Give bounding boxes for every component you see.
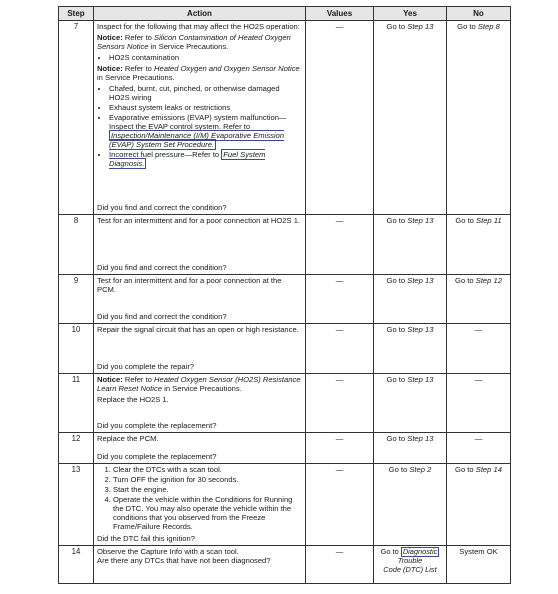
evap-procedure-link[interactable]: Inspection/Maintenance (I/M) Evaporative Emission (EVAP) System Set Procedure. <box>109 131 285 149</box>
values-cell: — <box>306 546 374 584</box>
notice-reference: Heated Oxygen Sensor (HO2S) Resistance Learn Reset Notice <box>97 375 301 393</box>
table-row-step-8 <box>59 215 511 275</box>
step-number: 13 <box>59 464 94 546</box>
list-item: • Incorrect fuel pressure—Refer to Fuel System Diagnosis. <box>109 150 302 168</box>
header-step: Step <box>59 7 94 21</box>
step-number: 8 <box>59 215 94 275</box>
action-question: Did the DTC fail this ignition? <box>97 534 195 543</box>
action-question: Did you complete the repair? <box>97 362 195 371</box>
values-cell: — <box>306 275 374 324</box>
action-question: Did you find and correct the condition? <box>97 263 227 272</box>
action-question: Did you complete the replacement? <box>97 452 217 461</box>
header-no: No <box>447 7 511 21</box>
step-number: 14 <box>59 546 94 584</box>
action-cell <box>94 324 306 374</box>
numbered-list <box>97 465 302 532</box>
no-cell[interactable]: Go to Step 12 <box>447 275 511 324</box>
step-number: 9 <box>59 275 94 324</box>
values-cell: — <box>306 374 374 433</box>
values-cell: — <box>306 433 374 464</box>
action-cell <box>94 433 306 464</box>
action-text: Test for an intermittent and for a poor connection at HO2S 1. <box>97 216 301 225</box>
table-row-step-11 <box>59 374 511 433</box>
yes-cell[interactable]: Go to Step 13 <box>374 433 447 464</box>
values-cell: — <box>306 324 374 374</box>
yes-cell[interactable]: Go to Step 13 <box>374 275 447 324</box>
table-row-step-14 <box>59 546 511 584</box>
bullet-list <box>97 84 302 168</box>
header-values: Values <box>306 7 374 21</box>
yes-cell[interactable]: Go to Step 13 <box>374 324 447 374</box>
values-cell: — <box>306 21 374 215</box>
values-cell: — <box>306 464 374 546</box>
action-cell <box>94 374 306 433</box>
step-number: 12 <box>59 433 94 464</box>
list-item: 1. Clear the DTCs with a scan tool. <box>113 465 302 474</box>
list-item: • Exhaust system leaks or restrictions <box>109 103 302 112</box>
action-cell <box>94 546 306 584</box>
action-text: Test for an intermittent and for a poor connection at the PCM. <box>97 276 282 294</box>
table-row-step-12 <box>59 433 511 464</box>
list-item: • Chafed, burnt, cut, pinched, or otherwise damaged HO2S wiring <box>109 84 302 102</box>
fuel-system-diagnosis-link[interactable]: Fuel System Diagnosis. <box>109 150 266 168</box>
notice: Notice: Refer to Heated Oxygen and Oxygen Sensor Notice in Service Precautions. <box>97 64 300 82</box>
action-cell <box>94 215 306 275</box>
no-cell[interactable]: Go to Step 8 <box>447 21 511 215</box>
list-item: 4. Operate the vehicle within the Conditions for Running the DTC. You may also operate the vehicle within the conditions that you observed from the Freeze Frame/Failure Records. <box>113 495 302 531</box>
action-text: Repair the signal circuit that has an open or high resistance. <box>97 325 299 334</box>
action-question: Did you find and correct the condition? <box>97 203 227 212</box>
no-cell: — <box>447 324 511 374</box>
yes-cell[interactable]: Go to Step 13 <box>374 21 447 215</box>
diagnostic-table <box>58 6 511 584</box>
table-row-step-13 <box>59 464 511 546</box>
table-row-step-10 <box>59 324 511 374</box>
notice: Notice: Refer to Silicon Contamination of Heated Oxygen Sensors Notice in Service Precautions. <box>97 33 291 51</box>
no-cell: System OK <box>447 546 511 584</box>
yes-cell[interactable]: Go to Step 2 <box>374 464 447 546</box>
yes-cell[interactable]: Go to Step 13 <box>374 374 447 433</box>
action-text: Replace the PCM. <box>97 434 159 443</box>
action-question: Are there any DTCs that have not been diagnosed? <box>97 556 271 565</box>
table-row-step-9 <box>59 275 511 324</box>
step-number: 11 <box>59 374 94 433</box>
no-cell[interactable]: Go to Step 14 <box>447 464 511 546</box>
bullet-list <box>97 53 302 62</box>
notice-reference: Heated Oxygen and Oxygen Sensor Notice <box>154 64 300 73</box>
action-intro: Inspect for the following that may affect the HO2S operation: <box>97 22 300 31</box>
action-question: Did you complete the replacement? <box>97 421 217 430</box>
no-cell: — <box>447 433 511 464</box>
header-action: Action <box>94 7 306 21</box>
table-row-step-7 <box>59 21 511 215</box>
table-header-row <box>59 7 511 21</box>
values-cell: — <box>306 215 374 275</box>
action-cell <box>94 464 306 546</box>
action-text: Replace the HO2S 1. <box>97 395 169 404</box>
no-cell[interactable]: Go to Step 11 <box>447 215 511 275</box>
notice-reference: Silicon Contamination of Heated Oxygen Sensors Notice <box>97 33 291 51</box>
header-yes: Yes <box>374 7 447 21</box>
step-number: 10 <box>59 324 94 374</box>
list-item: • HO2S contamination <box>109 53 302 62</box>
action-question: Did you find and correct the condition? <box>97 312 227 321</box>
yes-cell: Go to Diagnostic Trouble Code (DTC) List <box>374 546 447 584</box>
notice: Notice: Refer to Heated Oxygen Sensor (HO2S) Resistance Learn Reset Notice in Service Precautions. <box>97 375 301 393</box>
dtc-list-link[interactable]: Diagnostic <box>402 547 438 556</box>
list-item: 2. Turn OFF the ignition for 30 seconds. <box>113 475 302 484</box>
list-item: 3. Start the engine. <box>113 485 302 494</box>
action-text: Observe the Capture Info with a scan tool. <box>97 547 239 556</box>
yes-cell[interactable]: Go to Step 13 <box>374 215 447 275</box>
action-cell <box>94 21 306 215</box>
list-item: • Evaporative emissions (EVAP) system malfunction—Inspect the EVAP control system. Refer to Inspection/Maintenance (I/M) Evaporative Emission (EVAP) System Set Procedure. <box>109 113 302 149</box>
action-cell <box>94 275 306 324</box>
no-cell: — <box>447 374 511 433</box>
step-number: 7 <box>59 21 94 215</box>
